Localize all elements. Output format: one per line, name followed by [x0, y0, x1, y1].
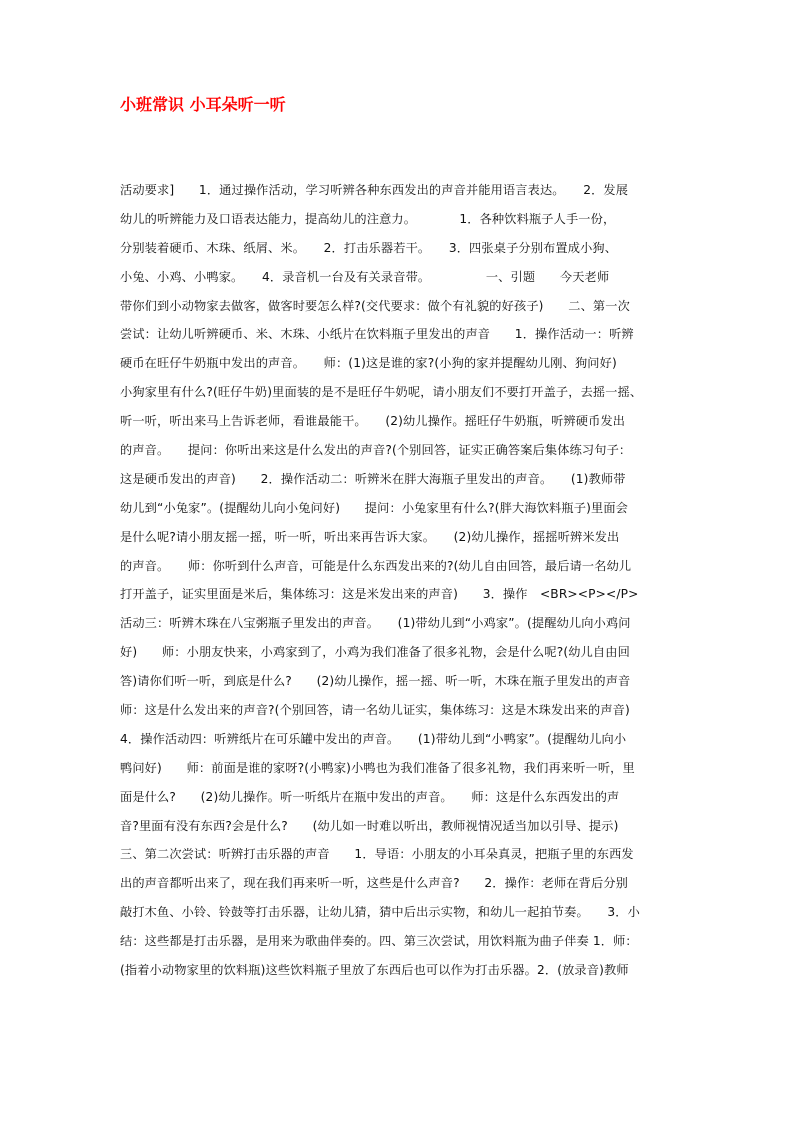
paragraph-line: 4．操作活动四：听辨纸片在可乐罐中发出的声音。 (1)带幼儿到“小鸭家”。(提醒幼儿向小	[120, 731, 627, 746]
paragraph-line: 三、第二次尝试：听辨打击乐器的声音 1．导语：小朋友的小耳朵真灵，把瓶子里的东西发	[120, 847, 634, 862]
paragraph-line: 小兔、小鸡、小鸭家。 4．录音机一台及有关录音带。 一、引题 今天老师	[120, 269, 610, 284]
page-title: 小班常识 小耳朵听一听	[120, 95, 286, 114]
paragraph-line: 音?里面有没有东西?会是什么? (幼儿如一时难以听出，教师视情况适当加以引导、提示)	[120, 818, 619, 833]
paragraph-line: 幼儿的听辨能力及口语表达能力，提高幼儿的注意力。 1．各种饮料瓶子人手一份，	[120, 211, 616, 226]
paragraph-line: 硬币在旺仔牛奶瓶中发出的声音。 师：(1)这是谁的家?(小狗的家并提醒幼儿刚、狗问好)	[120, 356, 617, 371]
paragraph-line: 小狗家里有什么?(旺仔牛奶)里面装的是不是旺仔牛奶呢，请小朋友们不要打开盖子，去摇一摇、	[120, 385, 643, 400]
paragraph-line: 打开盖子，证实里面是米后，集体练习：这是米发出来的声音) 3．操作 <BR><P></P>	[120, 587, 639, 602]
paragraph-line: 分别装着硬币、木珠、纸屑、米。 2．打击乐器若干。 3．四张桌子分别布置成小狗、	[120, 240, 618, 255]
paragraph-line: 活动三：听辨木珠在八宝粥瓶子里发出的声音。 (1)带幼儿到“小鸡家”。(提醒幼儿向小鸡问	[120, 616, 631, 631]
paragraph-line: 面是什么? (2)幼儿操作。听一听纸片在瓶中发出的声音。 师：这是什么东西发出的声	[120, 789, 620, 804]
paragraph-line: 幼儿到“小兔家”。(提醒幼儿向小兔问好) 提问：小兔家里有什么?(胖大海饮料瓶子)里面会	[120, 500, 628, 515]
paragraph-line: 的声音。 提问：你听出来这是什么发出的声音?(个别回答，证实正确答案后集体练习句子：	[120, 443, 632, 458]
paragraph-line: 尝试：让幼儿听辨硬币、米、木珠、小纸片在饮料瓶子里发出的声音 1．操作活动一：听辨	[120, 327, 634, 342]
paragraph-line: 的声音。 师：你听到什么声音，可能是什么东西发出来的?(幼儿自由回答，最后请一名幼儿	[120, 558, 632, 573]
paragraph-line: 出的声音都听出来了，现在我们再来听一听，这些是什么声音? 2．操作：老师在背后分别	[120, 876, 629, 891]
document-body	[120, 176, 680, 985]
paragraph-line: 这是硬币发出的声音) 2．操作活动二：听辨米在胖大海瓶子里发出的声音。 (1)教师带	[120, 471, 626, 486]
paragraph-line: 敲打木鱼、小铃、铃鼓等打击乐器，让幼儿猜，猜中后出示实物，和幼儿一起拍节奏。 3．小	[120, 905, 640, 920]
paragraph-line: 带你们到小动物家去做客，做客时要怎么样?(交代要求：做个有礼貌的好孩子) 二、第一次	[120, 298, 630, 313]
paragraph-line: 结：这些都是打击乐器，是用来为歌曲伴奏的。四、第三次尝试，用饮料瓶为曲子伴奏 1．师：	[120, 934, 638, 949]
paragraph-line: (指着小动物家里的饮料瓶)这些饮料瓶子里放了东西后也可以作为打击乐器。2．(放录音)教师	[120, 963, 629, 978]
paragraph-line: 鸭问好) 师：前面是谁的家呀?(小鸭家)小鸭也为我们准备了很多礼物，我们再来听一听，里	[120, 760, 635, 775]
paragraph-line: 好) 师：小朋友快来，小鸡家到了，小鸡为我们准备了很多礼物，会是什么呢?(幼儿自由回	[120, 645, 630, 660]
paragraph-line: 答)请你们听一听，到底是什么? (2)幼儿操作，摇一摇、听一听，木珠在瓶子里发出的声音	[120, 674, 631, 689]
paragraph-line: 师：这是什么发出来的声音?(个别回答，请一名幼儿证实，集体练习：这是木珠发出来的声音)	[120, 703, 630, 718]
paragraph-line: 是什么呢?请小朋友摇一摇，听一听，听出来再告诉大家。 (2)幼儿操作，摇摇听辨米发出	[120, 529, 620, 544]
paragraph-line: 活动要求] 1．通过操作活动，学习听辨各种东西发出的声音并能用语言表达。 2．发展	[120, 183, 629, 197]
paragraph-line: 听一听，听出来马上告诉老师，看谁最能干。 (2)幼儿操作。摇旺仔牛奶瓶，听辨硬币发出	[120, 414, 626, 429]
